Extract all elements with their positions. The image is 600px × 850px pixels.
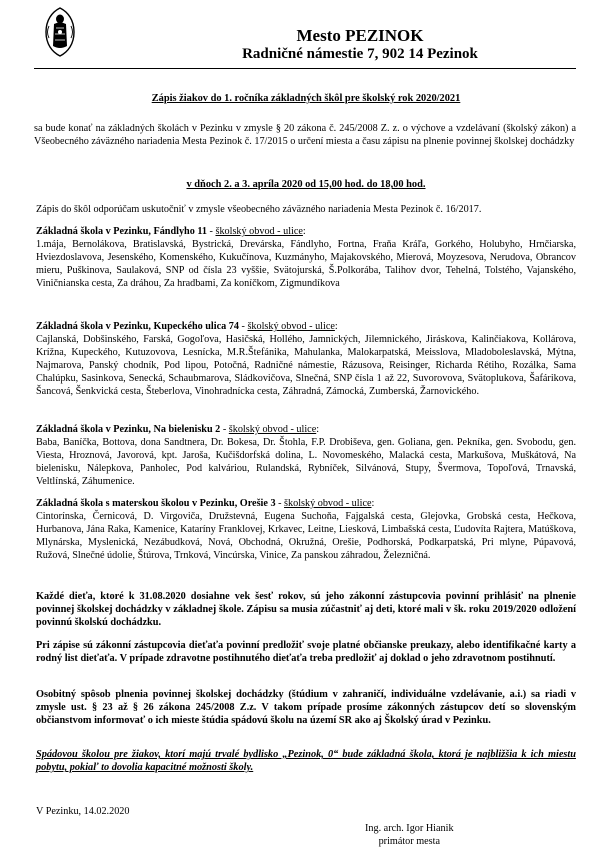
school-section: Základná škola v Pezinku, Kupeckého ulica 74 - školský obvod - ulice: Cajlanská, Dobšinského, Farská, Gogoľova, Hasičská, Hollého, Jamnických, Jilemnického, Jiráskova, Kalinčiakova, Kollárova, Krížna, Kupeckého, Kutuzovova, Lesnícka, M.R.Štefánika, Mahulanka, Malokarpatská, Meisslova, Mladoboleslavská, Mýtna, Najmarova, Panský chodník, Pod lipou, Potočná, Radničné námestie, Rázusova, Reisinger, Richarda Rétiho, Rozálka, Sama Chalúpku, Sasinkova, Senecká, Schaubmarova, Sládkovičova, Slnečná, SNP čísla 1 až 22, Suvorovova, Svätoplukova, Šafárikova, Šancová, Šenkvická cesta, Šteberlova, Vinohradnícka cesta, Záhradná, Zámocká, Zumberská, Žarnovického. (36, 321, 576, 397)
school-streets: Cajlanská, Dobšinského, Farská, Gogoľova, Hasičská, Hollého, Jamnických, Jilemnického, Jiráskova, Kalinčiakova, Kollárova, Krížna, Kupeckého, Kutuzovova, Lesnícka, M.R.Štefánika, Mahulanka, Malokarpatská, Meisslova, Mladoboleslavská, Mýtna, Najmarova, Panský chodník, Pod lipou, Potočná, Radničné námestie, Rázusova, Reisinger, Richarda Rétiho, Rozálka, Sama Chalúpku, Sasinkova, Senecká, Schaubmarova, Sládkovičova, Slnečná, SNP čísla 1 až 22, Suvorovova, Svätoplukova, Šafárikova, Šancová, Šenkvická cesta, Šteberlova, Vinohradnícka cesta, Záhradná, Zámocká, Zumberská, Žarnovického. (36, 333, 576, 397)
place-date: V Pezinku, 14.02.2020 (36, 806, 130, 817)
school-name: Základná škola v Pezinku, Fándlyho 11 (36, 226, 207, 237)
signatory-name: Ing. arch. Igor Hianik (365, 823, 454, 834)
special-attendance-paragraph: Osobitný spôsob plnenia povinnej školskej dochádzky (štúdium v zahraničí, individuálne vzdelávanie, a.i.) sa riadi v zmysle ust. § 23 až § 26 zákona 245/2008 Z.z. V takom prípade prosíme zákonných zástupcov detí so slovenským občianstvom informovať o ich mieste štúdia spádovú školu na území SR ako aj Školský úrad v Pezinku. (36, 689, 576, 726)
age-requirement-paragraph: Každé dieťa, ktoré k 31.08.2020 dosiahne vek šesť rokov, sú jeho zákonní zástupcovia povinní prihlásiť na plnenie povinnej školskej dochádzky v základnej škole. Zápisu sa musia zúčastniť aj deti, ktoré mali v šk. roku 2019/2020 odložení povinnú školskú dochádzku. (36, 591, 576, 628)
catchment-school-paragraph: Spádovou školou pre žiakov, ktorí majú trvalé bydlisko „Pezinok, 0“ bude základná škola, ktorá je najbližšia k ich miestu pobytu, pokiaľ to dovolia kapacitné možnosti školy. (36, 749, 576, 773)
school-name: Základná škola v Pezinku, Na bielenisku 2 (36, 424, 221, 435)
documents-paragraph: Pri zápise sú zákonní zástupcovia dieťaťa povinní predložiť svoje platné občianske preukazy, alebo identifikačné karty a rodný list dieťaťa. V prípade zdravotne postihnutého dieťaťa treba predložiť aj doklad o jeho zdravotnom postihnutí. (36, 640, 576, 664)
school-name: Základná škola s materskou školou v Pezinku, Orešie 3 (36, 498, 276, 509)
district-label: školský obvod - ulice (228, 424, 317, 435)
intro-paragraph: sa bude konať na základných školách v Pezinku v zmysle § 20 zákona č. 245/2008 Z. z. o výchove a vzdelávaní (školský zákon) a Všeobecného záväzného nariadenia Mesta Pezinok č. 17/2015 o určení miesta a času zápisu na plnenie povinnej školskej dochádzky (34, 123, 576, 147)
school-streets: 1.mája, Bernolákova, Bratislavská, Bystrická, Drevárska, Fándlyho, Fortna, Fraňa Kráľa, Gorkého, Holubyho, Hrnčiarska, Hviezdoslavova, Jesenského, Komenského, Kukučínova, Kuzmányho, Majakovského, Mierová, Moyzesova, Nerudova, Obrancov mieru, Puškinova, Saulaková, SNP od čísla 23 vyššie, Svätojurská, Š.Polkorába, Talihov dvor, Tehelná, Tolstého, Vajanského, Viničnianska cesta, Za dráhou, Za hradbami, Za koníčkom, Zigmundíkova (36, 238, 576, 289)
enrollment-dates: v dňoch 2. a 3. apríla 2020 od 15,00 hod. do 18,00 hod. (186, 179, 426, 190)
document-title: Zápis žiakov do 1. ročníka základných škôl pre školský rok 2020/2021 (151, 93, 461, 104)
signatory-title: primátor mesta (378, 836, 440, 847)
school-section: Základná škola s materskou školou v Pezinku, Orešie 3 - školský obvod - ulice: Cintorínska, Černicová, D. Virgoviča, Družstevná, Eugena Suchoňa, Fajgalská cesta, Glejovka, Grobská cesta, Hečkova, Hurbanova, Jána Raka, Kamenice, Kataríny Franklovej, Krkavec, Leitne, Liesková, Limbašská cesta, Ľudovíta Rajtera, Matúškova, Mlynárska, Myslenická, Nezábudková, Nová, Obchodná, Okružná, Orešie, Podhorská, Podkarpatská, Pri mlyne, Púpavová, Ružová, Slnečné údolie, Štúrova, Trnková, Vincúrska, Vinice, Za panskou záhradou, Železničná. (36, 498, 576, 561)
school-section: Základná škola v Pezinku, Na bielenisku 2 - školský obvod - ulice: Baba, Baníčka, Bottova, dona Sandtnera, Dr. Bokesa, Dr. Štohla, F.P. Drobiševa, gen. Goliana, gen. Pekníka, gen. Svobodu, gen. Viesta, Hroznová, Javorová, kpt. Jaroša, Kučišdorfská dolina, L. Novomeského, Malacká cesta, Markušova, Muškátová, Na bielenisku, Nálepkova, Panholec, Pod kalváriou, Rulandská, Rybníček, Silvánová, Stupy, Švermova, Topoľová, Trnavská, Veltlínská, Záhumenice. (36, 424, 576, 487)
school-name: Základná škola v Pezinku, Kupeckého ulica 74 (36, 321, 239, 332)
school-streets: Baba, Baníčka, Bottova, dona Sandtnera, Dr. Bokesa, Dr. Štohla, F.P. Drobiševa, gen. Goliana, gen. Pekníka, gen. Svobodu, gen. Viesta, Hroznová, Javorová, kpt. Jaroša, Kučišdorfská dolina, L. Novomeského, Malacká cesta, Markušova, Muškátová, Na bielenisku, Nálepkova, Panholec, Pod kalváriou, Rulandská, Rybníček, Silvánová, Stupy, Švermova, Topoľová, Trnavská, Veltlínská, Záhumenice. (36, 436, 576, 487)
school-streets: Cintorínska, Černicová, D. Virgoviča, Družstevná, Eugena Suchoňa, Fajgalská cesta, Glejovka, Grobská cesta, Hečkova, Hurbanova, Jána Raka, Kamenice, Kataríny Franklovej, Krkavec, Leitne, Liesková, Limbašská cesta, Ľudovíta Rajtera, Matúškova, Mlynárska, Myslenická, Nezábudková, Nová, Obchodná, Okružná, Orešie, Podhorská, Podkarpatská, Pri mlyne, Púpavová, Ružová, Slnečné údolie, Štúrova, Trnková, Vincúrska, Vinice, Za panskou záhradou, Železničná. (36, 510, 576, 561)
school-section: Základná škola v Pezinku, Fándlyho 11 - školský obvod - ulice: 1.mája, Bernolákova, Bratislavská, Bystrická, Drevárska, Fándlyho, Fortna, Fraňa Kráľa, Gorkého, Holubyho, Hrnčiarska, Hviezdoslavova, Jesenského, Komenského, Kukučínova, Kuzmányho, Majakovského, Mierová, Moyzesova, Nerudova, Obrancov mieru, Puškinova, Saulaková, SNP od čísla 23 vyššie, Svätojurská, Š.Polkorába, Talihov dvor, Tehelná, Tolstého, Vajanského, Viničnianska cesta, Za dráhou, Za hradbami, Za koníčkom, Zigmundíkova (36, 226, 576, 289)
district-label: školský obvod - ulice (215, 226, 303, 237)
district-label: školský obvod - ulice (284, 498, 372, 509)
city-name: Mesto PEZINOK (296, 26, 424, 45)
recommendation-note: Zápis do škôl odporúčam uskutočniť v zmysle všeobecného záväzného nariadenia Mesta Pezinok č. 16/2017. (36, 204, 482, 215)
header-rule (34, 68, 576, 69)
signature-block (365, 822, 454, 848)
district-label: školský obvod - ulice (247, 321, 335, 332)
city-address: Radničné námestie 7, 902 14 Pezinok (242, 46, 478, 62)
pezinok-coat-of-arms-icon (40, 6, 80, 58)
